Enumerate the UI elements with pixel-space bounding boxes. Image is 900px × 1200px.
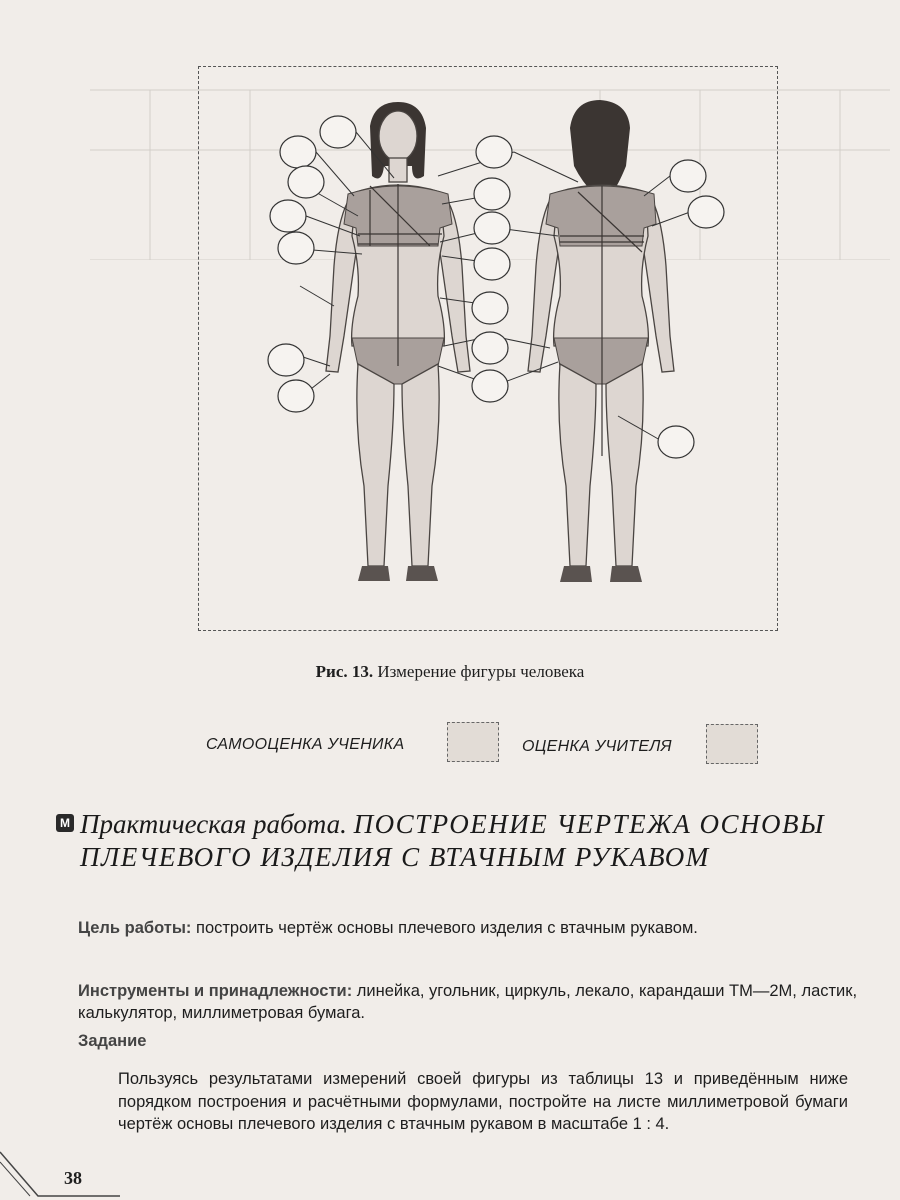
tools-paragraph — [78, 980, 858, 1024]
task-label: Задание — [78, 1032, 147, 1050]
measure-circle — [268, 344, 304, 376]
measure-circle — [476, 136, 512, 168]
measure-circle — [280, 136, 316, 168]
measure-circle — [688, 196, 724, 228]
figure-illustration — [198, 66, 778, 631]
task-heading — [78, 1030, 858, 1052]
back-figure — [528, 100, 674, 582]
self-assessment-box[interactable] — [447, 722, 499, 762]
measure-circle — [474, 178, 510, 210]
tools-label: Инструменты и принадлежности: — [78, 982, 353, 1000]
goal-text: построить чертёж основы плечевого изделия с втачным рукавом. — [196, 919, 698, 937]
measure-circle — [472, 292, 508, 324]
measure-circle — [472, 370, 508, 402]
title-caps: ПОСТРОЕНИЕ ЧЕРТЕЖА ОСНОВЫ ПЛЕЧЕВОГО ИЗДЕЛИЯ С ВТАЧНЫМ РУКАВОМ — [80, 809, 826, 872]
measure-circle — [278, 380, 314, 412]
tools-text: линейка, угольник, циркуль, лекало, карандаши ТМ—2М, ластик, калькулятор, миллиметровая бумага. — [78, 982, 858, 1022]
page-corner-decoration — [0, 1140, 120, 1200]
measure-circle — [320, 116, 356, 148]
goal-label: Цель работы: — [78, 919, 192, 937]
page-number: 38 — [64, 1168, 82, 1188]
measure-circle — [270, 200, 306, 232]
task-text: Пользуясь результатами измерений своей фигуры из таблицы 13 и приведённым ниже порядком построения и расчётными формулами, постройте на листе миллиметровой бумаги чертёж основы плечевого изделия с втачным рукавом в масштабе 1 : 4. — [118, 1070, 848, 1133]
measure-circle — [278, 232, 314, 264]
front-figure — [326, 102, 470, 581]
measure-circle — [658, 426, 694, 458]
teacher-assessment-label: ОЦЕНКА УЧИТЕЛЯ — [522, 738, 672, 755]
measure-circle — [474, 248, 510, 280]
self-assessment-label: САМООЦЕНКА УЧЕНИКА — [206, 736, 405, 753]
figure-caption — [0, 662, 900, 682]
measure-circle — [474, 212, 510, 244]
goal-paragraph — [78, 917, 858, 939]
module-m-icon: М — [56, 814, 74, 832]
measure-circle — [670, 160, 706, 192]
title-prefix: Практическая работа. — [80, 809, 347, 839]
caption-text: Измерение фигуры человека — [377, 662, 585, 681]
measure-circle — [472, 332, 508, 364]
teacher-assessment-box[interactable] — [706, 724, 758, 764]
section-title — [80, 808, 840, 874]
caption-label: Рис. 13. — [315, 662, 374, 681]
measure-circle — [288, 166, 324, 198]
